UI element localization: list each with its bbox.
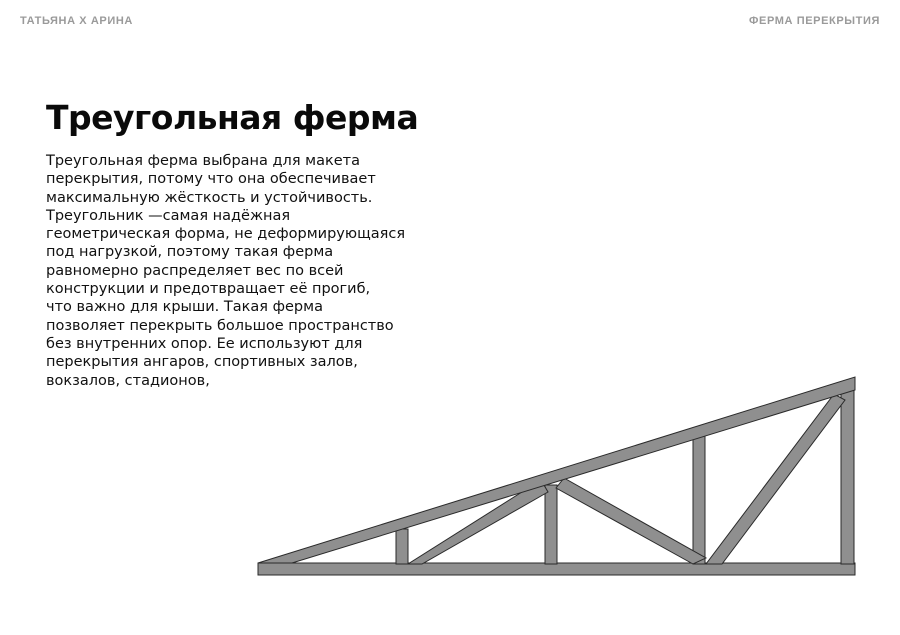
body-line: Треугольник —самая надёжная bbox=[46, 207, 291, 224]
truss-members bbox=[258, 377, 855, 575]
truss-post bbox=[545, 485, 557, 564]
body-line: Треугольная ферма выбрана для макета bbox=[46, 153, 360, 169]
body-line: вокзалов, стадионов, bbox=[46, 372, 210, 389]
truss-post bbox=[841, 385, 854, 564]
body-line: под нагрузкой, поэтому такая ферма bbox=[46, 244, 334, 261]
body-line: позволяет перекрыть большое пространство bbox=[46, 317, 394, 334]
body-line: без внутренних опор. Ее используют для bbox=[46, 335, 363, 352]
body-line: конструкции и предотвращает её прогиб, bbox=[46, 281, 371, 298]
truss-bottom-chord bbox=[258, 563, 855, 575]
truss-diagonal bbox=[408, 480, 548, 564]
header-section-title: ФЕРМА ПЕРЕКРЫТИЯ bbox=[749, 15, 880, 27]
body-line: равномерно распределяет вес по всей bbox=[46, 262, 344, 279]
body-line: геометрическая форма, не деформирующаяся bbox=[46, 226, 406, 243]
header-authors: ТАТЬЯНА Х АРИНА bbox=[20, 15, 133, 27]
body-line: перекрытия, потому что она обеспечивает bbox=[46, 171, 376, 188]
body-line: что важно для крыши. Такая ферма bbox=[46, 299, 323, 316]
truss-post bbox=[693, 436, 705, 564]
page-title: Треугольная ферма bbox=[46, 98, 419, 137]
truss-diagonal bbox=[556, 478, 706, 564]
body-line: перекрытия ангаров, спортивных залов, bbox=[46, 354, 358, 371]
truss-post bbox=[396, 529, 408, 564]
body-line: максимальную жёсткость и устойчивость. bbox=[46, 189, 373, 206]
